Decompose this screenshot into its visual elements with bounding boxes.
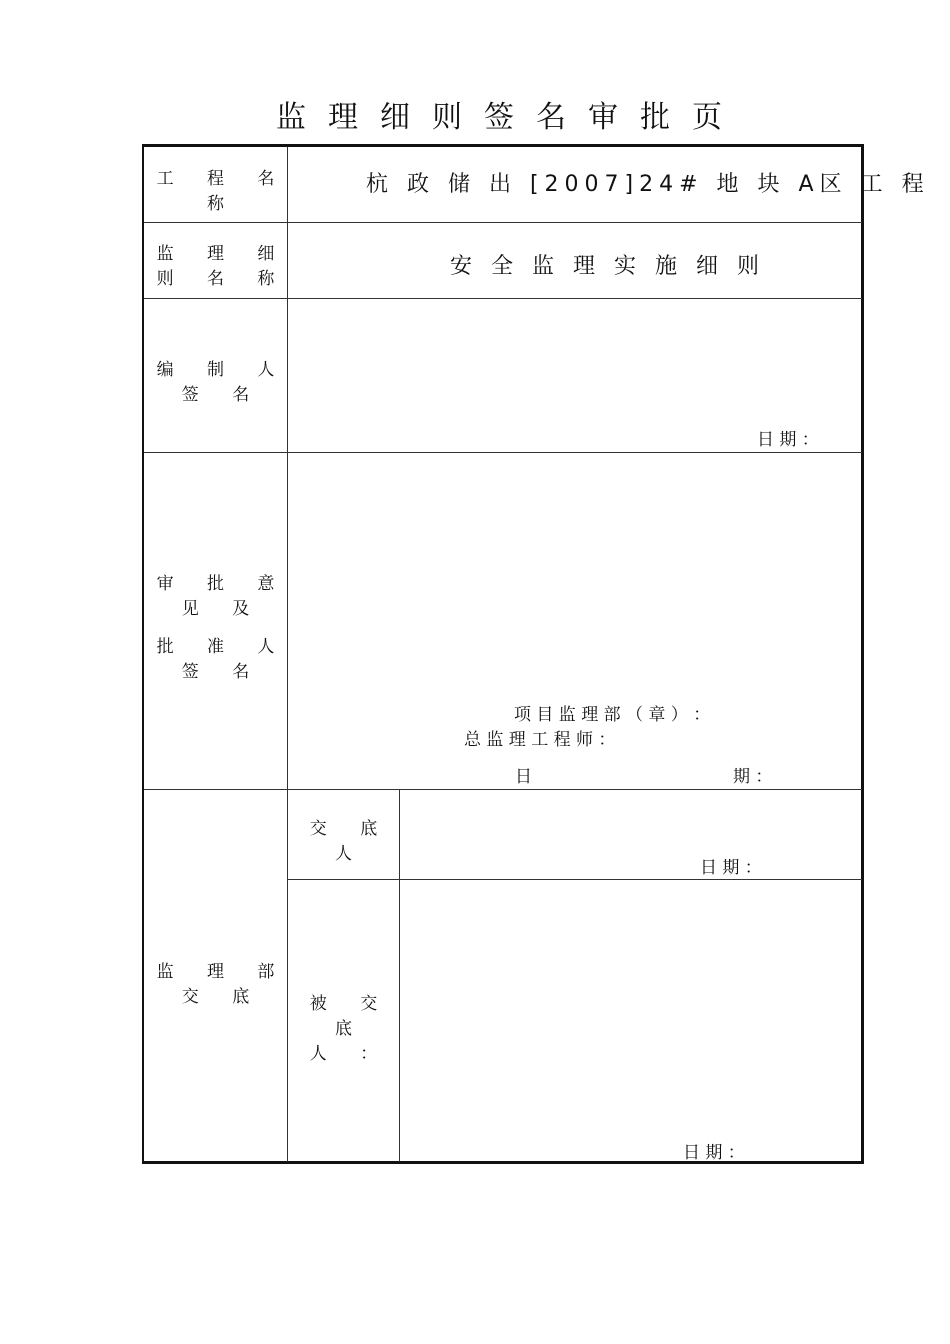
briefing-giver-label: 交 底 人 [309, 819, 392, 864]
dept-stamp-label: 项 目 监 理 部 （ 章 ） ： [514, 705, 711, 725]
row-divider [144, 452, 862, 453]
row-divider [144, 789, 862, 790]
row-divider [144, 298, 862, 299]
briefing-label: 监 理 部 交 底 [156, 962, 289, 1007]
row-divider [144, 222, 862, 223]
rule-name-value: 安 全 监 理 实 施 细 则 [450, 254, 765, 279]
compiler-date-label: 日 期 ： [757, 430, 819, 450]
approval-date-day-label: 日 [515, 767, 532, 787]
chief-engineer-label: 总 监 理 工 程 师 ： [464, 730, 616, 750]
approval-label: 审 批 意 见 及 批 准 人 签 名 [156, 574, 289, 682]
rule-name-label: 监 理 细 则 名 称 [156, 244, 289, 289]
sub-row-divider [288, 879, 862, 880]
project-name-label: 工 程 名 称 [156, 169, 289, 214]
briefing-receiver-label: 被 交 底 人 ： [309, 994, 392, 1064]
briefing-giver-date-label: 日 期 ： [700, 858, 762, 878]
approval-date-period-label: 期 ： [733, 767, 773, 787]
project-name-value: 杭 政 储 出 [2007]24# 地 块 A区 工 程 [366, 172, 930, 197]
briefing-receiver-date-label: 日 期 ： [683, 1143, 745, 1163]
compiler-signature-label: 编 制 人 签 名 [156, 360, 289, 405]
approval-form-table [142, 144, 930, 1164]
page-title: 监理细则签名审批页 [276, 100, 744, 135]
